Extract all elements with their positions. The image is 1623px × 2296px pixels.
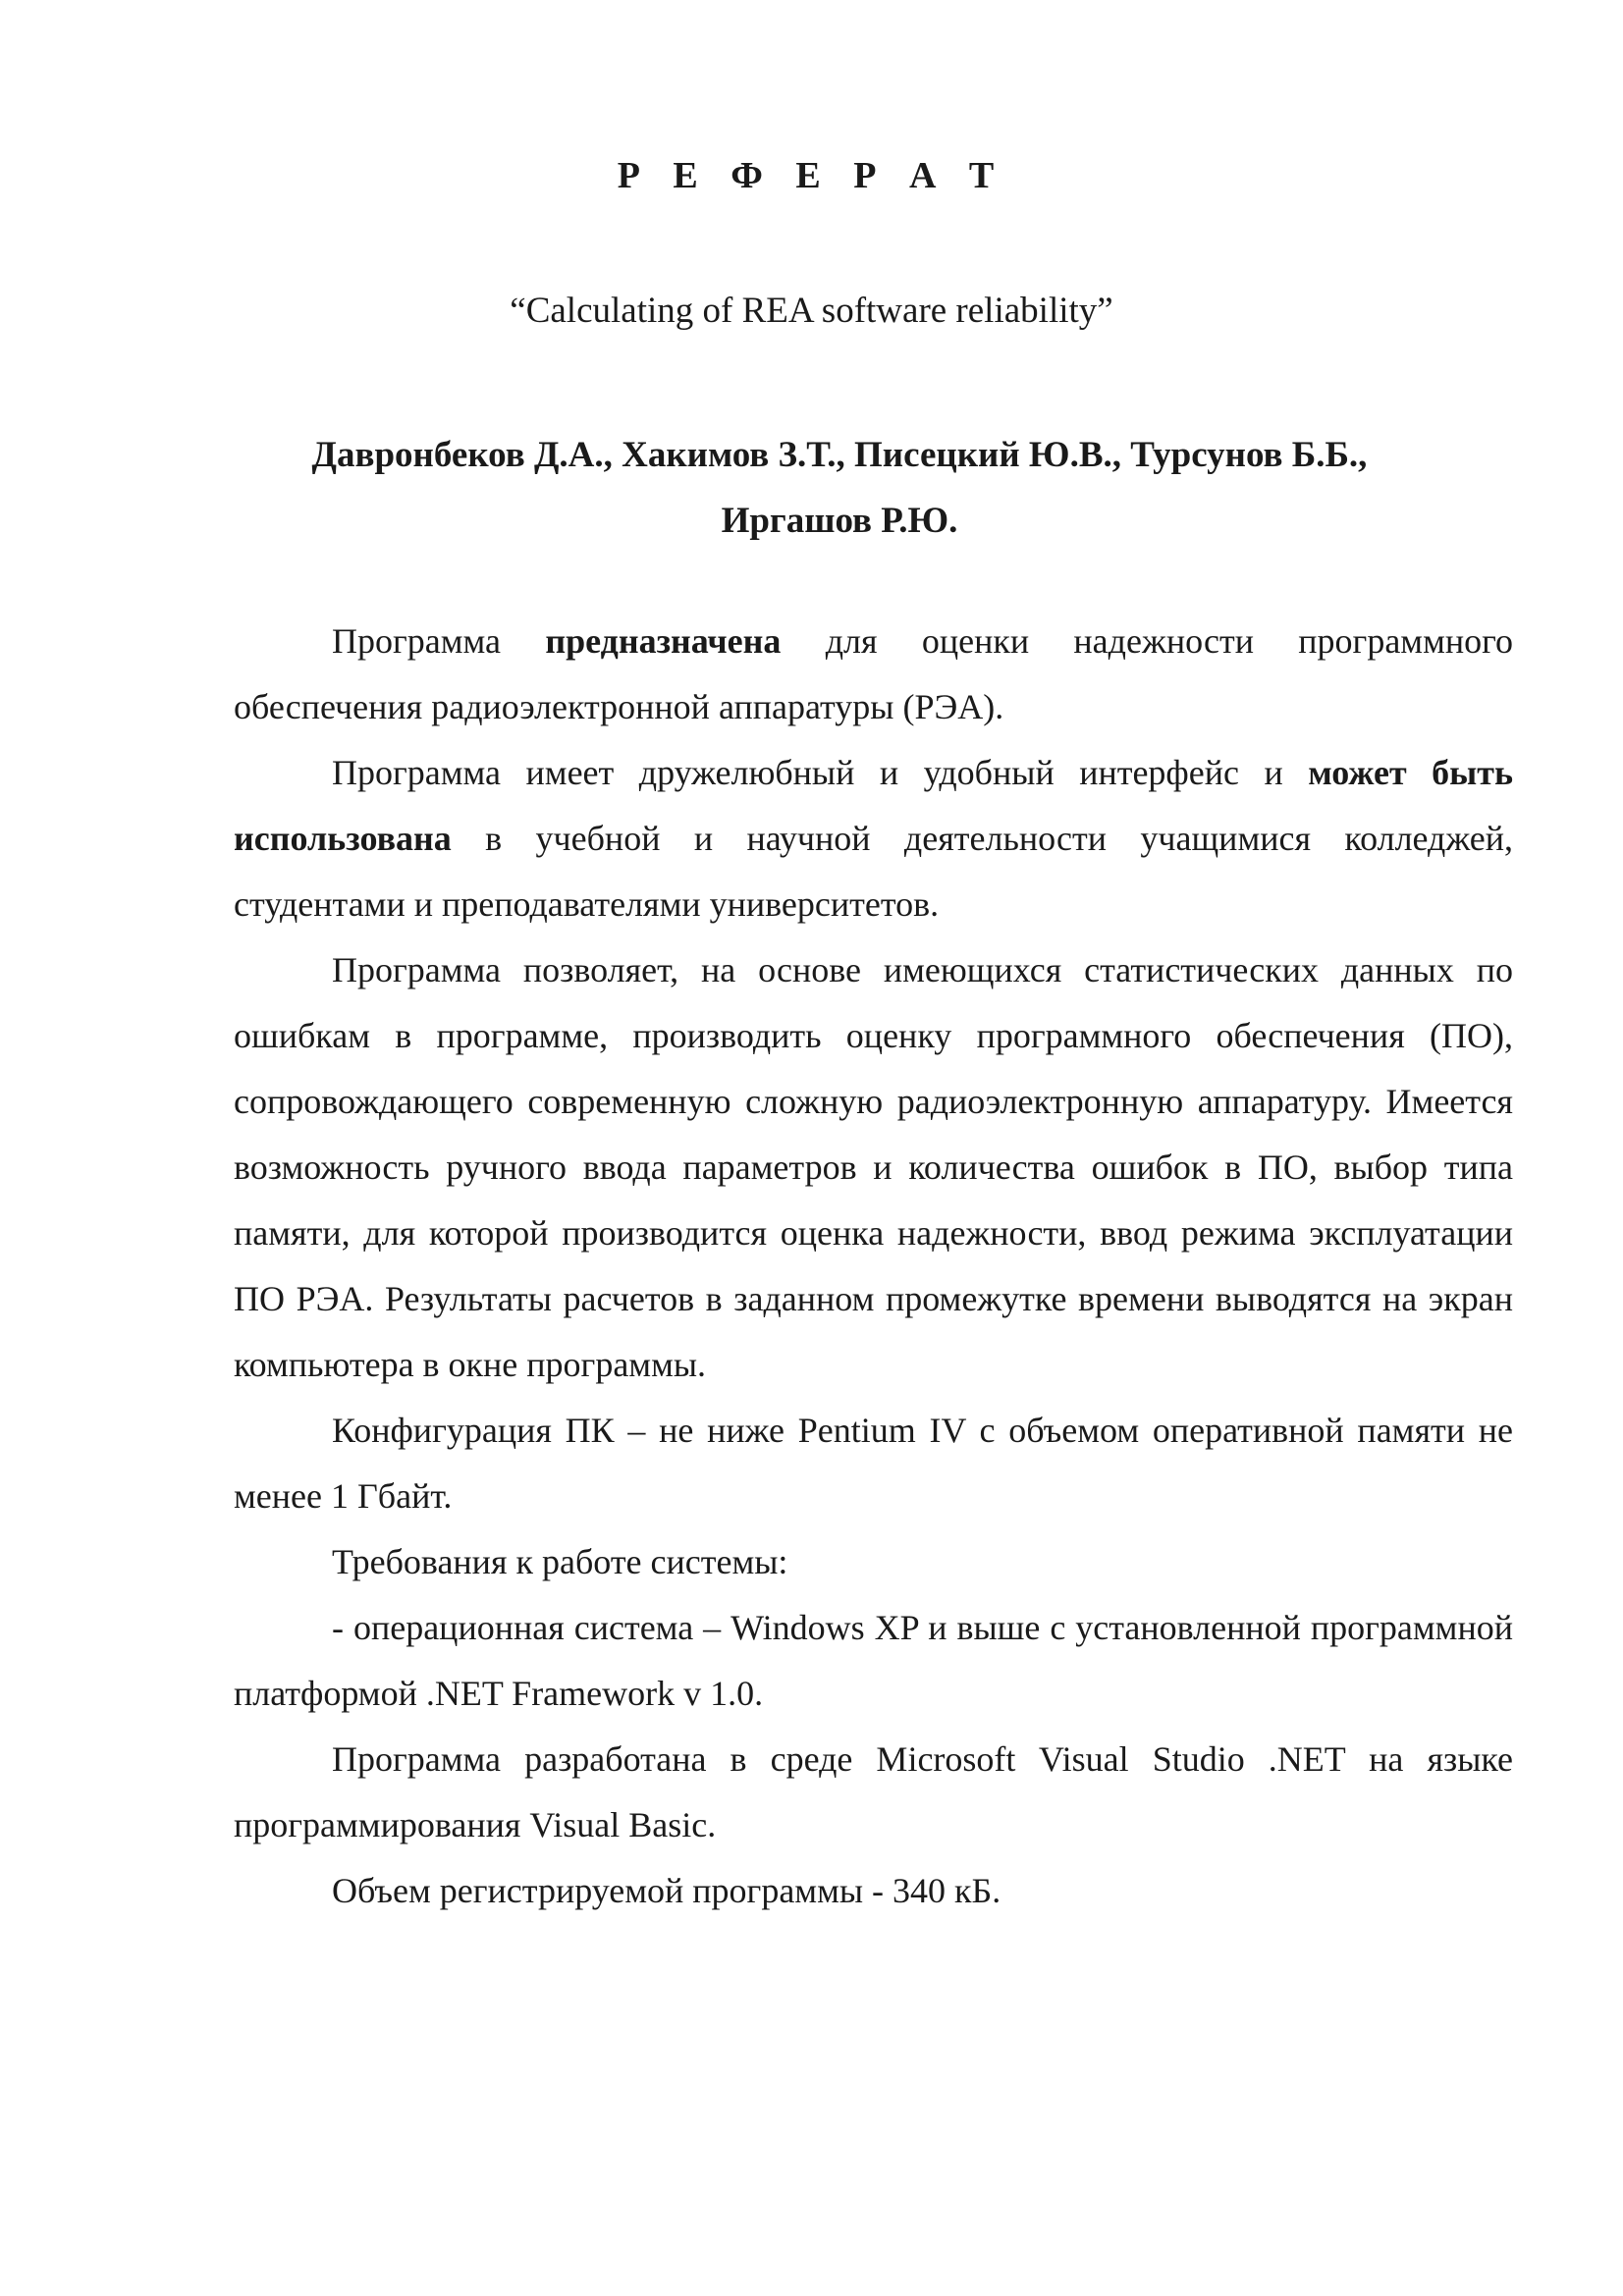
paragraph-program-size: Объем регистрируемой программы - 340 кБ. <box>332 1871 1001 1910</box>
bold-emphasis: предназначена <box>545 621 782 661</box>
paragraph-requirements-heading: Требования к работе системы: <box>332 1542 788 1581</box>
paragraph-interface <box>234 740 1513 937</box>
paragraph-features: Программа позволяет, на основе имеющихся статистических данных по ошибкам в программе, производить оценку программного обеспечения (ПО), сопровождающего современную сложную радиоэлектронную аппаратуру. Имеется возможность ручного ввода параметров и количества ошибок в ПО, выбор типа памяти, для которой производится оценка надежности, ввод режима эксплуатации ПО РЭА. Результаты расчетов в заданном промежутке времени выводятся на экран компьютера в окне программы. <box>234 950 1513 1384</box>
document-authors: Давронбеков Д.А., Хакимов З.Т., Писецкий Ю.В., Турсунов Б.Б., Иргашов Р.Ю. <box>311 435 1368 541</box>
paragraph-text: Программа <box>332 621 546 661</box>
document-body <box>234 609 1513 1924</box>
document-subtitle: “Calculating of REA software reliability” <box>510 291 1113 331</box>
paragraph-purpose <box>234 609 1513 740</box>
paragraph-text: для оценки надежности программного обеспечения радиоэлектронной аппаратуры (РЭА). <box>234 621 1513 726</box>
bold-emphasis: может быть использована <box>234 753 1513 858</box>
paragraph-configuration: Конфигурация ПК – не ниже Pentium IV с объемом оперативной памяти не менее 1 Гбайт. <box>234 1411 1513 1516</box>
paragraph-requirements-os: - операционная система – Windows XP и выше с установленной программной платформой .NET Framework v 1.0. <box>234 1608 1513 1713</box>
document-title: Р Е Ф Е Р А Т <box>617 155 1006 196</box>
paragraph-text: в учебной и научной деятельности учащимися колледжей, студентами и преподавателями университетов. <box>234 819 1513 924</box>
paragraph-development-environment: Программа разработана в среде Microsoft Visual Studio .NET на языке программирования Visual Basic. <box>234 1739 1513 1844</box>
paragraph-text: Программа имеет дружелюбный и удобный интерфейс и <box>332 753 1309 792</box>
